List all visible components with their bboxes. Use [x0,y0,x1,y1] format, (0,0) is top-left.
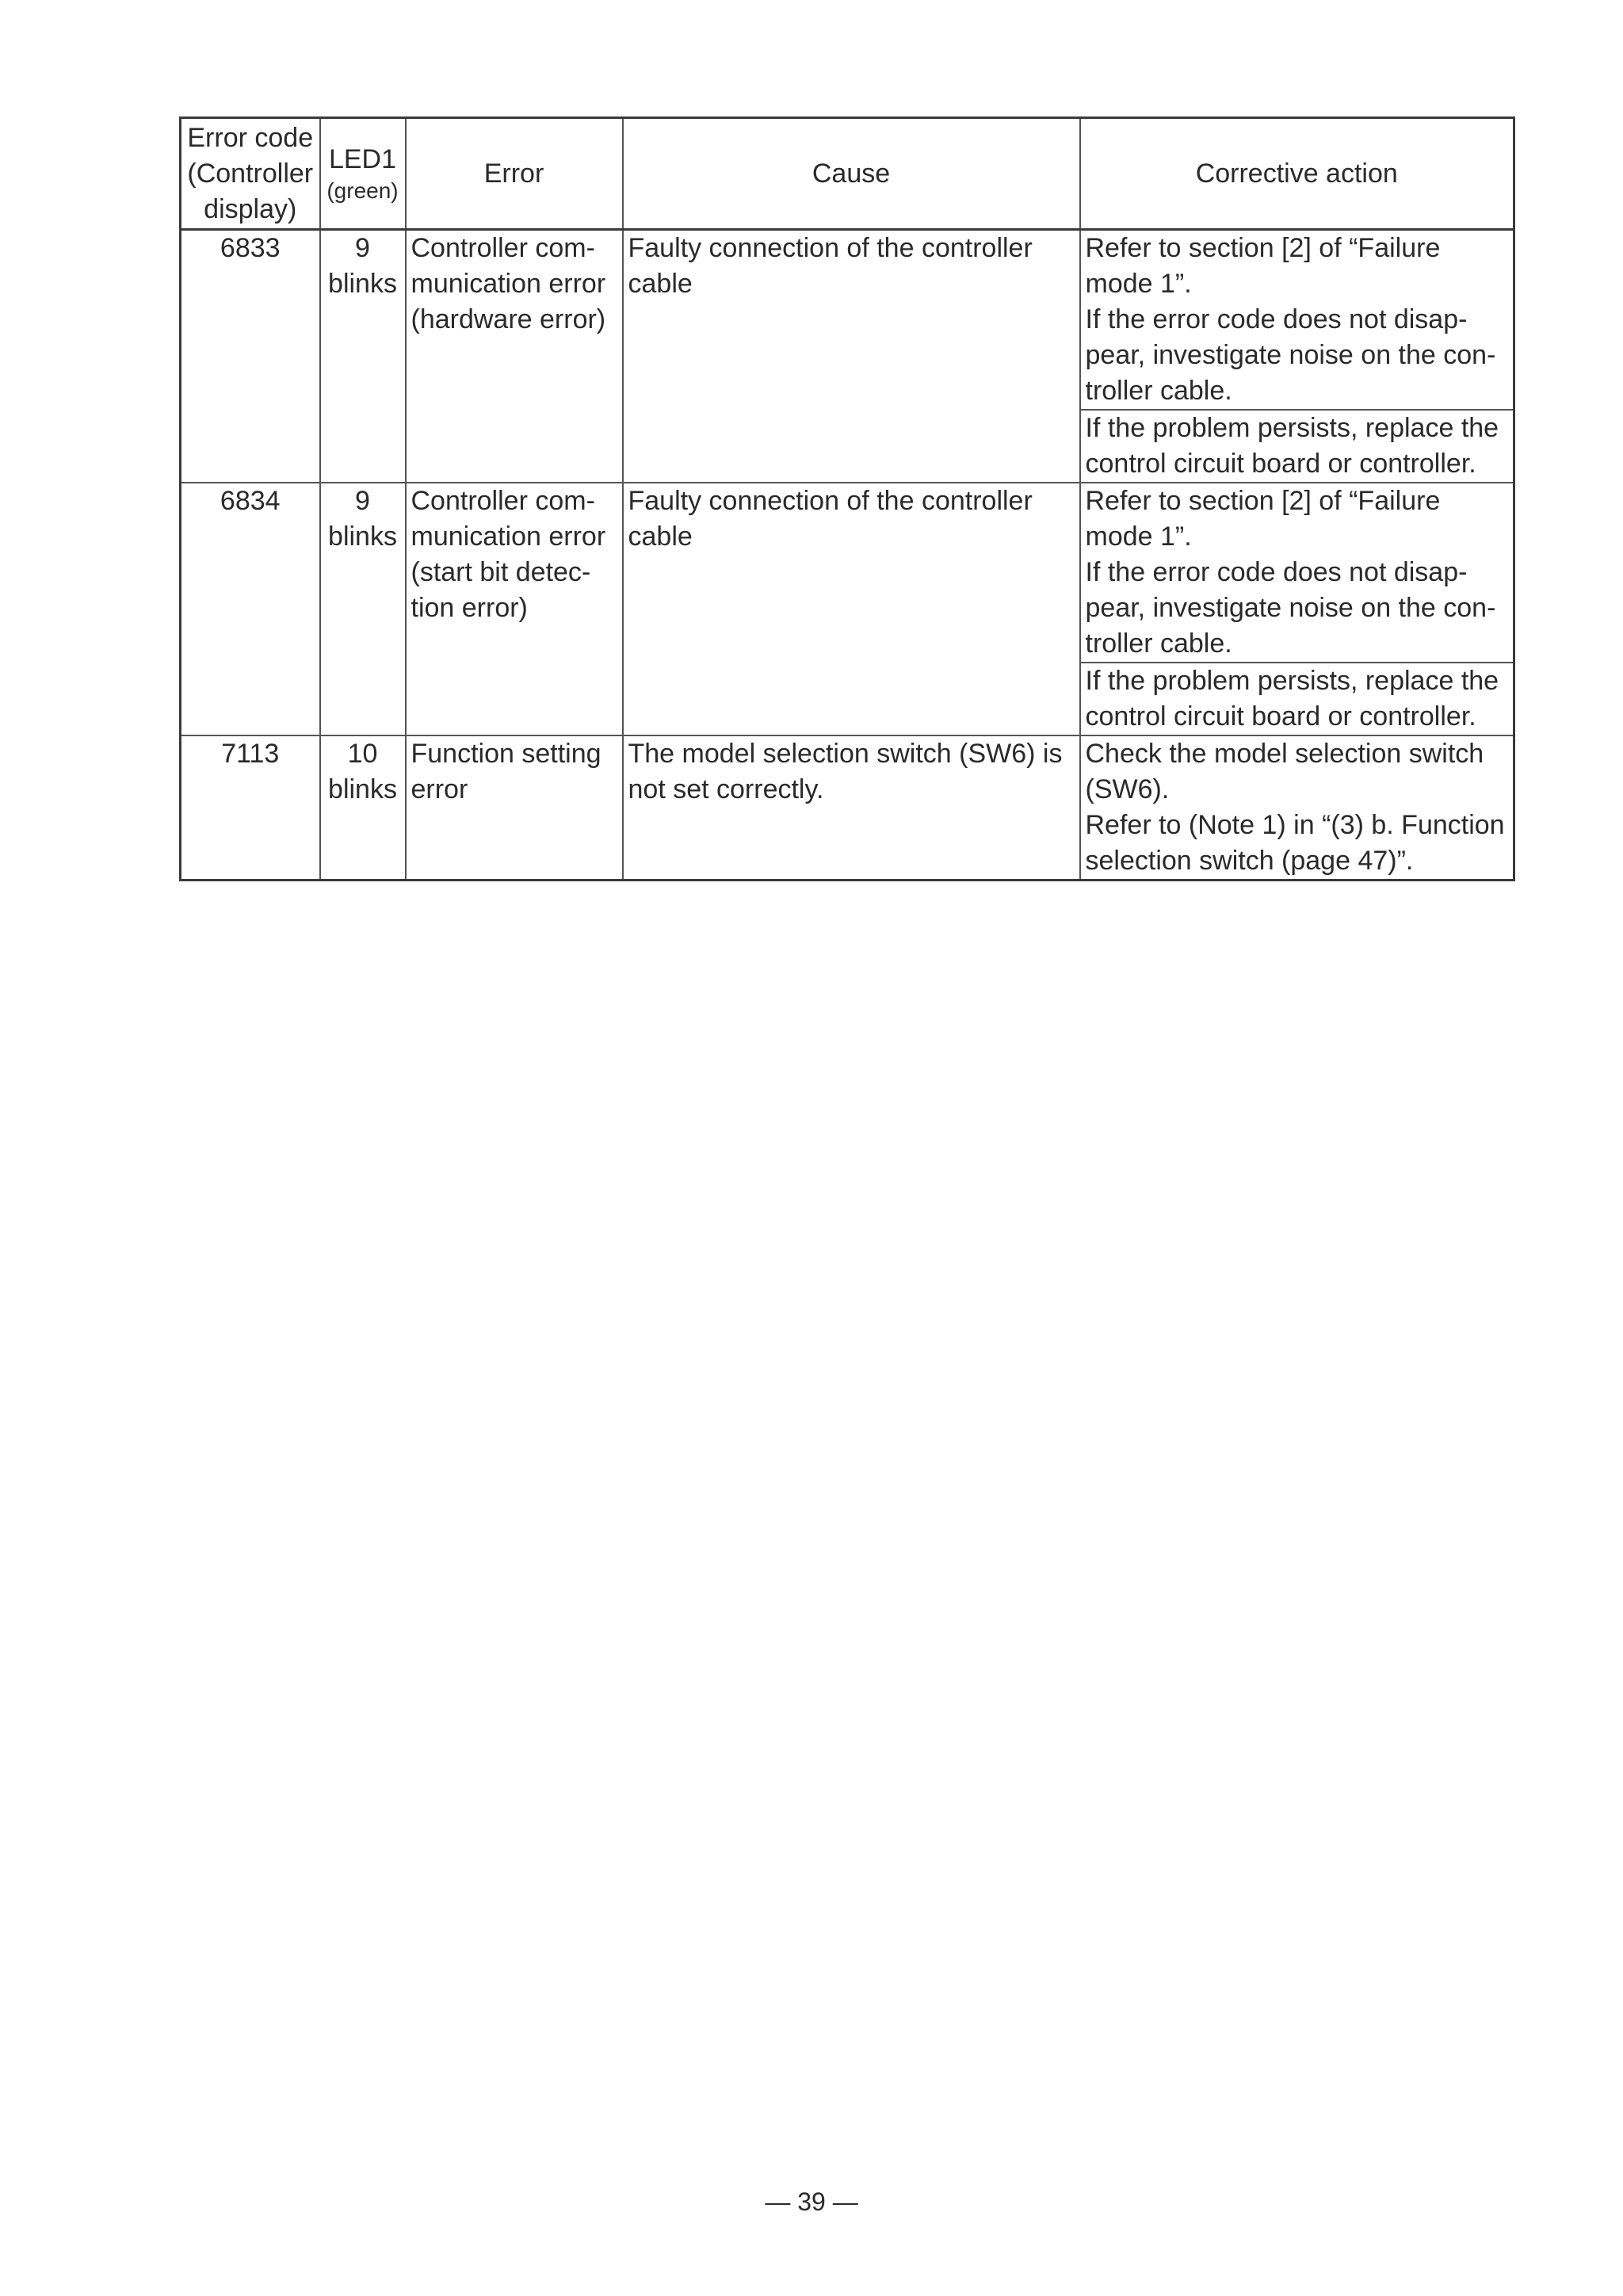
error-line: tion error) [411,593,528,623]
cell-error-code: 6833 [181,230,320,483]
cell-error-code: 7113 [181,735,320,881]
action-line: troller cable. [1085,376,1232,406]
header-error-code-line: display) [204,193,297,224]
cell-led [320,230,406,483]
cause-line: Faulty connection of the controller [628,486,1033,516]
cell-corrective-action [1080,230,1514,411]
action-line: control circuit board or controller. [1085,449,1476,479]
action-line: mode 1”. [1085,269,1192,299]
cell-corrective-action [1080,483,1514,663]
led-count: 9 [355,486,370,516]
action-line: Refer to section [2] of “Failure [1085,233,1441,263]
error-line: Controller com- [411,233,595,263]
action-line: If the problem persists, replace the [1085,413,1499,443]
action-line: If the error code does not disap- [1085,304,1468,334]
error-line: munication error [411,521,606,552]
action-line: mode 1”. [1085,521,1192,552]
cause-line: not set correctly. [628,774,824,804]
error-line: munication error [411,269,606,299]
table-row [181,483,1514,663]
cell-led [320,483,406,735]
cell-corrective-action-followup [1080,410,1514,483]
action-line: troller cable. [1085,628,1232,659]
action-line: Refer to (Note 1) in “(3) b. Function [1085,810,1505,840]
header-error: Error [406,118,623,230]
cell-corrective-action [1080,735,1514,881]
led-count: 9 [355,233,370,263]
cell-error-code: 6834 [181,483,320,735]
table-row [181,735,1514,881]
cause-line: The model selection switch (SW6) is [628,739,1063,769]
header-led1-label: LED1 [328,144,397,174]
led-unit: blinks [328,774,397,804]
cause-line: Faulty connection of the controller [628,233,1033,263]
cell-cause [623,483,1080,735]
led-unit: blinks [328,521,397,552]
header-error-code-line: Error code [187,122,314,153]
cell-error [406,230,623,483]
cell-led [320,735,406,881]
cause-line: cable [628,269,693,299]
error-line: Controller com- [411,486,595,516]
action-line: (SW6). [1085,774,1170,804]
action-line: Refer to section [2] of “Failure [1085,486,1441,516]
header-corrective-action: Corrective action [1080,118,1514,230]
action-line: pear, investigate noise on the con- [1085,340,1496,370]
action-line: control circuit board or controller. [1085,701,1476,732]
header-led1 [320,118,406,230]
action-line: selection switch (page 47)”. [1085,846,1414,876]
error-line: Function setting [411,739,601,769]
cell-corrective-action-followup [1080,663,1514,735]
action-line: If the problem persists, replace the [1085,666,1499,696]
table-header-row [181,118,1514,230]
error-line: (hardware error) [411,304,606,334]
action-line: Check the model selection switch [1085,739,1484,769]
led-count: 10 [347,739,378,769]
page-number: — 39 — [765,2187,858,2216]
header-error-code [181,118,320,230]
cell-error [406,483,623,735]
cell-cause [623,230,1080,483]
led-unit: blinks [328,269,397,299]
error-line: (start bit detec- [411,557,591,587]
header-cause: Cause [623,118,1080,230]
table-row [181,230,1514,411]
cell-cause [623,735,1080,881]
cell-error [406,735,623,881]
error-code-table [179,117,1515,881]
action-line: pear, investigate noise on the con- [1085,593,1496,623]
error-line: error [411,774,468,804]
cause-line: cable [628,521,693,552]
action-line: If the error code does not disap- [1085,557,1468,587]
header-error-code-line: (Controller [187,158,314,189]
header-led1-color: (green) [327,178,399,203]
